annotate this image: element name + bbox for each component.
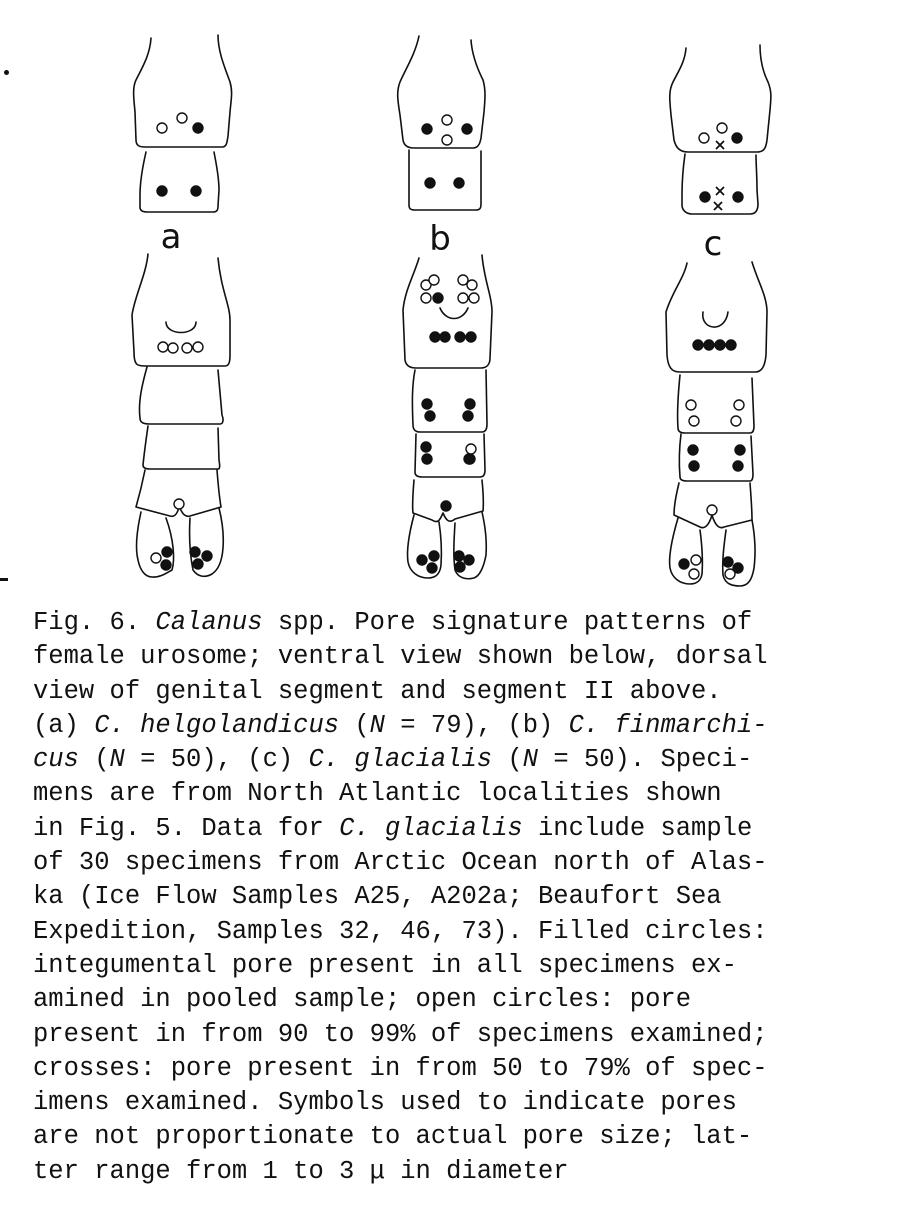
- caption-text-run: = 79), (b): [384, 710, 569, 740]
- panel-c-dorsal: [670, 45, 771, 264]
- caption-line: [33, 743, 878, 777]
- caption-line: [33, 915, 878, 949]
- c-caudal-right-pore-open-circle: [725, 569, 735, 579]
- c-caudal-left-pore-filled-circle: [679, 559, 689, 569]
- b-ventral-genital-pore-open-circle: [469, 293, 479, 303]
- b-ventral-seg3-pore-filled-circle: [421, 442, 431, 452]
- caption-text-run: Expedition, Samples 32, 46, 73). Filled circles:: [33, 916, 768, 946]
- c-ventral-genital-pore-filled-circle: [726, 340, 736, 350]
- c-ventral-genital-pore-filled-circle: [715, 340, 725, 350]
- caption-italic-run: C. glacialis: [339, 813, 523, 843]
- c-dorsal-genital-pore-open-circle: [699, 133, 709, 143]
- b-dorsal-seg2-pore-filled-circle: [454, 178, 464, 188]
- b-ventral-genital-pore-filled-circle: [455, 332, 465, 342]
- b-ventral-seg3-pore-filled-circle: [422, 454, 432, 464]
- c-dorsal-seg2-pore-cross-symbol: [714, 202, 722, 210]
- caption-italic-run: N: [109, 745, 125, 775]
- c-dorsal-seg2-pore-cross-symbol: [716, 187, 724, 195]
- panel-c-ventral: [666, 262, 767, 586]
- b-caudal-left-pore-filled-circle: [429, 551, 439, 561]
- b-ventral-genital-pore-open-circle: [458, 293, 468, 303]
- a-dorsal-seg2-pore-filled-circle: [157, 186, 167, 196]
- panel-b-ventral: [403, 255, 492, 579]
- b-ventral-genital-pore-filled-circle: [466, 332, 476, 342]
- panel-c-genital-pore-arc: [703, 312, 728, 327]
- b-ventral-seg3-pore-filled-circle: [464, 454, 474, 464]
- b-ventral-seg3-pore-open-circle: [466, 444, 476, 454]
- a-anal-pore-open-circle: [174, 499, 184, 509]
- caption-line: [33, 606, 878, 640]
- c-ventral-seg3-pore-filled-circle: [689, 461, 699, 471]
- figure-drawing: [0, 0, 900, 600]
- panel-label-a: a: [160, 217, 182, 257]
- c-ventral-seg2-pore-open-circle: [734, 400, 744, 410]
- panel-b-dorsal: [398, 36, 485, 259]
- caption-line: [33, 777, 878, 811]
- c-ventral-seg3-pore-filled-circle: [733, 461, 743, 471]
- b-ventral-seg2-pore-filled-circle: [422, 399, 432, 409]
- caption-italic-run: cus: [33, 745, 79, 775]
- caption-italic-run: C. helgolandicus: [94, 710, 340, 740]
- caption-text-run: integumental pore present in all specimens ex-: [33, 950, 737, 980]
- caption-line: [33, 846, 878, 880]
- caption-italic-run: C. finmarchi-: [568, 710, 768, 740]
- panel-label-b: b: [429, 219, 451, 259]
- caption-text-run: in Fig. 5. Data for: [33, 813, 340, 843]
- b-ventral-genital-pore-open-circle: [458, 275, 468, 285]
- b-dorsal-genital-pore-filled-circle: [422, 124, 432, 134]
- a-dorsal-genital-pore-open-circle: [157, 123, 167, 133]
- caption-line: [33, 812, 878, 846]
- caption-text-run: crosses: pore present in from 50 to 79% of spec-: [33, 1053, 768, 1083]
- b-ventral-seg2-pore-filled-circle: [465, 399, 475, 409]
- b-caudal-right-pore-filled-circle: [454, 551, 464, 561]
- c-dorsal-genital-pore-cross-symbol: [716, 141, 724, 149]
- panel-c-ventral-seg3-outline: [679, 434, 753, 481]
- b-ventral-genital-pore-filled-circle: [430, 332, 440, 342]
- caption-text-run: imens examined. Symbols used to indicate pores: [33, 1088, 737, 1118]
- panel-a-dorsal-genital-outline: [134, 35, 232, 147]
- a-caudal-left-pore-filled-circle: [162, 547, 172, 557]
- b-ventral-genital-pore-filled-circle: [440, 332, 450, 342]
- b-ventral-genital-pore-open-circle: [421, 293, 431, 303]
- panel-c-ventral-genital-outline: [666, 262, 767, 372]
- figure-caption: [33, 606, 878, 1189]
- caption-line: [33, 983, 878, 1017]
- a-caudal-right-pore-filled-circle: [190, 547, 200, 557]
- caption-line: [33, 709, 878, 743]
- a-dorsal-genital-pore-filled-circle: [193, 123, 203, 133]
- caption-line: [33, 1120, 878, 1154]
- a-dorsal-seg2-pore-filled-circle: [191, 186, 201, 196]
- caption-line: [33, 675, 878, 709]
- caption-italic-run: N: [369, 710, 385, 740]
- b-ventral-genital-pore-open-circle: [429, 275, 439, 285]
- panel-label-c: c: [703, 224, 723, 264]
- c-ventral-seg2-pore-open-circle: [731, 416, 741, 426]
- caption-text-run: mens are from North Atlantic localities shown: [33, 779, 722, 809]
- panel-a-dorsal: [134, 35, 232, 257]
- a-dorsal-genital-pore-open-circle: [177, 113, 187, 123]
- c-caudal-left-pore-open-circle: [691, 555, 701, 565]
- caption-text-run: present in from 90 to 99% of specimens examined;: [33, 1019, 768, 1049]
- c-ventral-seg2-pore-open-circle: [686, 400, 696, 410]
- caption-italic-run: C. glacialis: [308, 745, 493, 775]
- b-caudal-left-pore-filled-circle: [417, 555, 427, 565]
- panel-b-genital-pore-arc: [440, 308, 468, 319]
- caption-text-run: (: [339, 710, 370, 740]
- c-dorsal-genital-pore-open-circle: [717, 123, 727, 133]
- c-dorsal-genital-pore-filled-circle: [732, 133, 742, 143]
- caption-line: [33, 1052, 878, 1086]
- caption-text-run: ter range from 1 to 3 μ in diameter: [33, 1156, 569, 1186]
- c-caudal-left-pore-open-circle: [689, 569, 699, 579]
- c-ventral-seg2-pore-open-circle: [689, 416, 699, 426]
- panel-a-ventral-seg3-outline: [143, 426, 220, 469]
- b-dorsal-genital-pore-open-circle: [442, 135, 452, 145]
- a-ventral-genital-pore-open-circle: [182, 343, 192, 353]
- panel-b-dorsal-seg2-outline: [409, 150, 481, 210]
- panel-a-dorsal-seg2-outline: [140, 152, 219, 212]
- c-ventral-genital-pore-filled-circle: [693, 340, 703, 350]
- a-caudal-right-pore-filled-circle: [193, 559, 203, 569]
- caption-text-run: include sample: [522, 813, 753, 843]
- b-caudal-right-pore-filled-circle: [464, 555, 474, 565]
- b-ventral-genital-pore-open-circle: [467, 280, 477, 290]
- caption-line: [33, 1155, 878, 1189]
- caption-text-run: = 50). Speci-: [538, 745, 753, 775]
- a-ventral-genital-pore-open-circle: [193, 342, 203, 352]
- caption-line: [33, 1018, 878, 1052]
- panel-b-ventral-genital-outline: [403, 255, 492, 368]
- figure-pore-patterns: [0, 0, 900, 600]
- b-anal-pore-filled-circle: [441, 501, 451, 511]
- caption-text-run: of 30 specimens from Arctic Ocean north of Alas-: [33, 848, 768, 878]
- c-dorsal-seg2-pore-filled-circle: [700, 192, 710, 202]
- b-dorsal-genital-pore-open-circle: [442, 115, 452, 125]
- caption-line: [33, 949, 878, 983]
- b-ventral-seg2-pore-filled-circle: [463, 411, 473, 421]
- b-caudal-right-pore-filled-circle: [455, 562, 465, 572]
- b-caudal-left-pore-filled-circle: [427, 563, 437, 573]
- c-ventral-genital-pore-filled-circle: [704, 340, 714, 350]
- caption-line: [33, 640, 878, 674]
- c-anal-pore-open-circle: [707, 505, 717, 515]
- caption-text-run: spp. Pore signature patterns of: [262, 608, 753, 637]
- panel-a-ventral-seg2-outline: [139, 367, 223, 424]
- caption-text-run: = 50), (c): [124, 745, 309, 775]
- a-ventral-genital-pore-open-circle: [158, 342, 168, 352]
- caption-text-run: view of genital segment and segment II above.: [33, 676, 722, 706]
- caption-text-run: are not proportionate to actual pore size; lat-: [33, 1122, 753, 1152]
- panel-a-ventral-genital-outline: [132, 254, 230, 366]
- caption-text-run: (a): [33, 710, 95, 740]
- caption-text-run: (: [492, 745, 523, 775]
- b-dorsal-genital-pore-filled-circle: [462, 124, 472, 134]
- panel-a-ventral: [132, 254, 230, 577]
- panel-a-genital-pore-arc: [166, 322, 196, 333]
- caption-text-run: (: [78, 745, 110, 775]
- c-dorsal-seg2-pore-filled-circle: [733, 192, 743, 202]
- c-ventral-seg3-pore-filled-circle: [735, 445, 745, 455]
- caption-line: [33, 1086, 878, 1120]
- caption-text-run: female urosome; ventral view shown below, dorsal: [33, 642, 768, 672]
- c-ventral-seg3-pore-filled-circle: [688, 445, 698, 455]
- caption-text-run: Fig. 6.: [33, 608, 156, 637]
- panel-c-dorsal-genital-outline: [670, 45, 771, 152]
- b-ventral-seg2-pore-filled-circle: [425, 411, 435, 421]
- caption-line: [33, 880, 878, 914]
- a-ventral-genital-pore-open-circle: [168, 343, 178, 353]
- a-caudal-left-pore-filled-circle: [161, 560, 171, 570]
- caption-text-run: ka (Ice Flow Samples A25, A202a; Beaufort Sea: [33, 882, 722, 912]
- c-caudal-right-pore-filled-circle: [723, 557, 733, 567]
- caption-italic-run: Calanus: [155, 608, 263, 637]
- b-ventral-genital-pore-filled-circle: [433, 293, 443, 303]
- a-caudal-left-pore-open-circle: [151, 553, 161, 563]
- b-dorsal-seg2-pore-filled-circle: [425, 178, 435, 188]
- a-caudal-right-pore-filled-circle: [202, 551, 212, 561]
- caption-text-run: amined in pooled sample; open circles: pore: [33, 985, 692, 1015]
- caption-italic-run: N: [522, 745, 539, 775]
